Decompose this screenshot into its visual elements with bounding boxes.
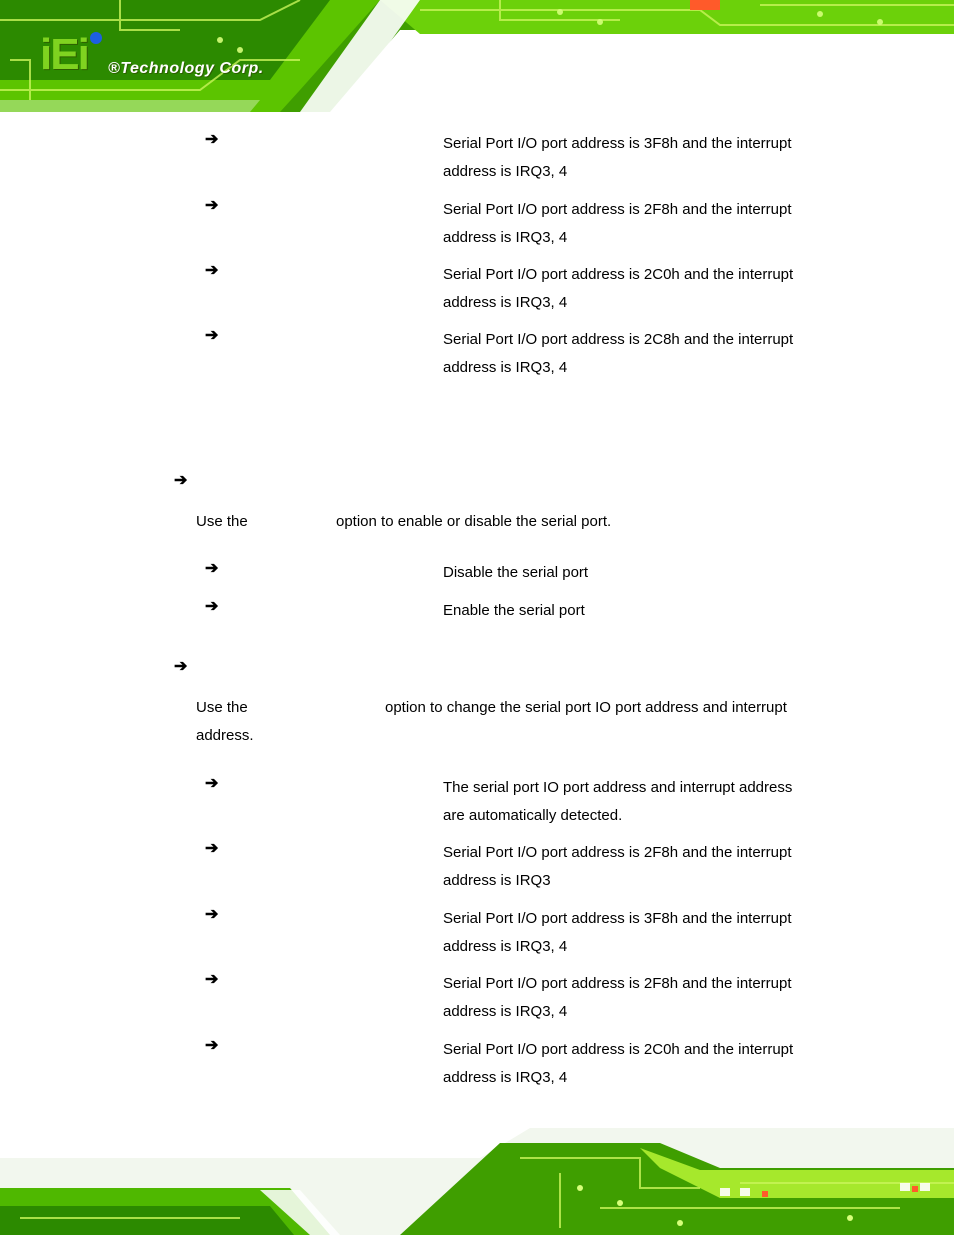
option-description: address is IRQ3, 4	[443, 163, 568, 180]
option-description: address is IRQ3, 4	[443, 1003, 568, 1020]
iei-logo: iEi	[40, 30, 88, 79]
section-arrow-icon: ➔	[174, 472, 188, 489]
arrow-bullet-icon: ➔	[205, 197, 219, 214]
option-description: address is IRQ3	[443, 872, 551, 889]
option-description: Serial Port I/O port address is 2F8h and the interrupt	[443, 975, 792, 992]
arrow-bullet-icon: ➔	[205, 775, 219, 792]
arrow-bullet-icon: ➔	[205, 906, 219, 923]
arrow-bullet-icon: ➔	[205, 262, 219, 279]
option-description: are automatically detected.	[443, 807, 623, 824]
option-description: Disable the serial port	[443, 564, 589, 581]
arrow-bullet-icon: ➔	[205, 560, 219, 577]
option-description: The serial port IO port address and interrupt address	[443, 779, 793, 796]
arrow-bullet-icon: ➔	[205, 1037, 219, 1054]
option-description: address is IRQ3, 4	[443, 294, 568, 311]
page-header	[0, 0, 954, 112]
option-description: address is IRQ3, 4	[443, 938, 568, 955]
arrow-bullet-icon: ➔	[205, 131, 219, 148]
arrow-bullet-icon: ➔	[205, 327, 219, 344]
option-description: Serial Port I/O port address is 2F8h and the interrupt	[443, 844, 792, 861]
arrow-bullet-icon: ➔	[205, 598, 219, 615]
intro-text: option to change the serial port IO port address and interrupt	[385, 699, 787, 716]
circuit-board-footer	[0, 1128, 954, 1235]
section-arrow-icon: ➔	[174, 658, 188, 675]
company-name: ®Technology Corp.	[108, 60, 264, 77]
option-description: Enable the serial port	[443, 602, 585, 619]
intro-text: option to enable or disable the serial port.	[336, 513, 612, 530]
option-description: Serial Port I/O port address is 2F8h and the interrupt	[443, 201, 792, 218]
intro-text: Use the	[196, 513, 248, 530]
circuit-board-banner	[0, 0, 954, 112]
option-description: Serial Port I/O port address is 2C8h and the interrupt	[443, 331, 794, 348]
arrow-bullet-icon: ➔	[205, 840, 219, 857]
option-description: Serial Port I/O port address is 2C0h and the interrupt	[443, 1041, 794, 1058]
option-description: address is IRQ3, 4	[443, 1069, 568, 1086]
logo-dot-icon	[90, 32, 102, 44]
page-footer	[0, 1128, 954, 1235]
arrow-bullet-icon: ➔	[205, 971, 219, 988]
option-description: address is IRQ3, 4	[443, 359, 568, 376]
option-description: Serial Port I/O port address is 3F8h and the interrupt	[443, 135, 792, 152]
option-description: address is IRQ3, 4	[443, 229, 568, 246]
intro-text: Use the	[196, 699, 248, 716]
option-description: Serial Port I/O port address is 3F8h and the interrupt	[443, 910, 792, 927]
option-description: Serial Port I/O port address is 2C0h and the interrupt	[443, 266, 794, 283]
intro-text: address.	[196, 727, 254, 744]
